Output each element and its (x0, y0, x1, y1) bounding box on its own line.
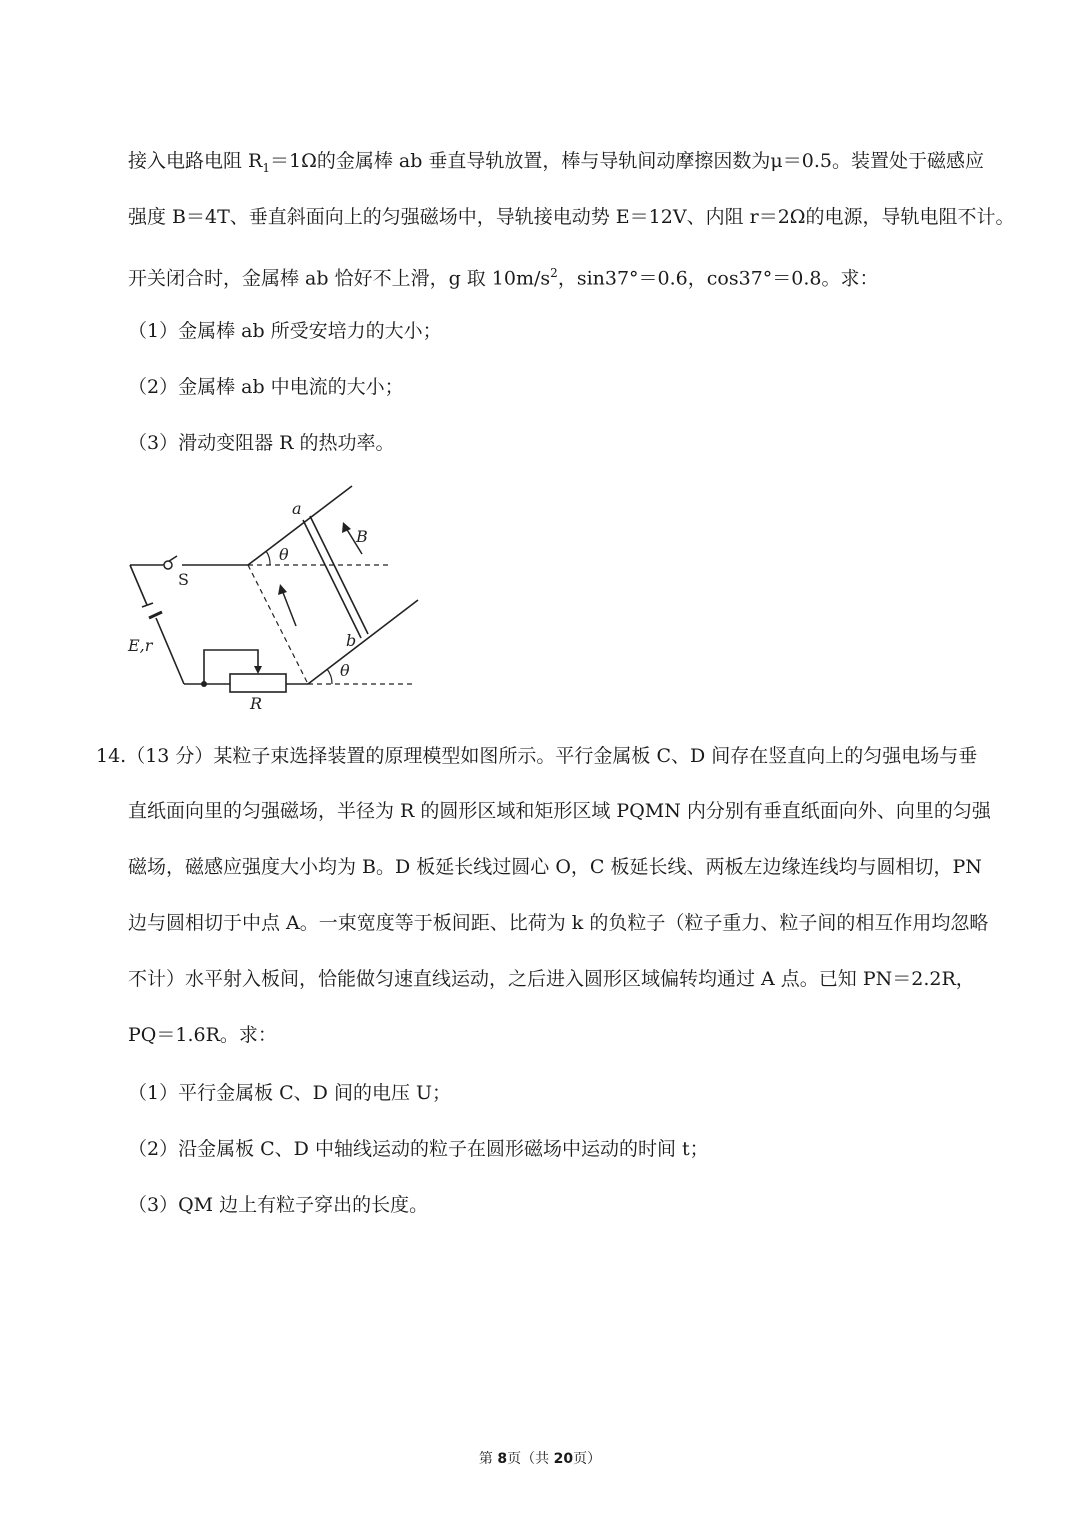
battery-plate-short (149, 612, 162, 618)
problem-14-line-5: 不计）水平射入板间，恰能做匀速直线运动，之后进入圆形区域偏转均通过 A 点。已知 PN＝2.2R， (128, 968, 975, 990)
battery-plate-long (142, 603, 153, 607)
label-b: b (346, 631, 357, 650)
label-B: B (356, 527, 368, 546)
angle-arc-bottom (327, 669, 332, 684)
text-span: ＝1Ω的金属棒 ab 垂直导轨放置，棒与导轨间动摩擦因数为μ＝0.5。装置处于磁感应 (270, 150, 984, 172)
left-wire-lower (156, 618, 184, 684)
page-footer (0, 1448, 1080, 1468)
problem-13-question-2: （2）金属棒 ab 中电流的大小； (128, 376, 404, 398)
current-arrow-shaft (282, 590, 296, 626)
problem-13-line-3 (128, 260, 879, 291)
footer-text: 页） (573, 1451, 602, 1467)
text-span: 接入电路电阻 R (128, 150, 263, 172)
problem-13-line-2: 强度 B＝4T、垂直斜面向上的匀强磁场中，导轨接电动势 E＝12V、内阻 r＝2Ω的电源，导轨电阻不计。 (128, 206, 1015, 228)
page-total: 20 (553, 1451, 574, 1467)
problem-14-line-2: 直纸面向里的匀强磁场，半径为 R 的圆形区域和矩形区域 PQMN 内分别有垂直纸面向外、向里的匀强 (128, 800, 991, 822)
problem-14-line-3: 磁场，磁感应强度大小均为 B。D 板延长线过圆心 O，C 板延长线、两板左边缘连线均与圆相切，PN (128, 856, 982, 878)
problem-14-question-3: （3）QM 边上有粒子穿出的长度。 (128, 1194, 429, 1216)
incline-rail-circuit-figure (120, 478, 430, 718)
current-arrow-icon (278, 584, 287, 595)
switch-contact (164, 561, 172, 569)
problem-13-line-1 (128, 148, 984, 181)
problem-14-line-1: 14.（13 分）某粒子束选择装置的原理模型如图所示。平行金属板 C、D 间存在竖直向上的匀强电场与垂 (96, 745, 978, 767)
angle-arc-top (266, 551, 270, 565)
problem-14-line-4: 边与圆相切于中点 A。一束宽度等于板间距、比荷为 k 的负粒子（粒子重力、粒子间的相互作用均忽略 (128, 912, 989, 934)
footer-text: 页（共 (507, 1451, 554, 1467)
top-rail (248, 486, 352, 565)
problem-14-line-6: PQ＝1.6R。求： (128, 1024, 277, 1046)
magnetic-field-arrow-icon (342, 522, 351, 533)
label-R: R (250, 694, 263, 713)
text-span: ，sin37°＝0.6，cos37°＝0.8。求： (557, 267, 879, 290)
superscript: 2 (550, 266, 558, 280)
label-theta-top: θ (279, 545, 289, 564)
junction-dot (201, 681, 207, 687)
left-wire-upper (130, 565, 147, 605)
footer-text: 第 (478, 1451, 498, 1467)
problem-13-question-1: （1）金属棒 ab 所受安培力的大小； (128, 320, 442, 342)
problem-14-question-2: （2）沿金属板 C、D 中轴线运动的粒子在圆形磁场中运动的时间 t； (128, 1138, 709, 1160)
problem-14-question-1: （1）平行金属板 C、D 间的电压 U； (128, 1082, 451, 1104)
subscript: 1 (262, 160, 270, 175)
rheostat-arrow-icon (254, 666, 262, 674)
rheostat-slider-wire (204, 650, 258, 684)
text-span: 开关闭合时，金属棒 ab 恰好不上滑，g 取 10m/s (128, 267, 551, 290)
bottom-rail (308, 600, 418, 684)
problem-13-question-3: （3）滑动变阻器 R 的热功率。 (128, 432, 395, 454)
rheostat-body (230, 674, 286, 692)
label-E-r: E,r (128, 636, 153, 655)
label-S: S (178, 570, 189, 589)
label-theta-bottom: θ (340, 661, 350, 680)
label-a: a (292, 499, 302, 518)
page-number: 8 (497, 1451, 508, 1467)
